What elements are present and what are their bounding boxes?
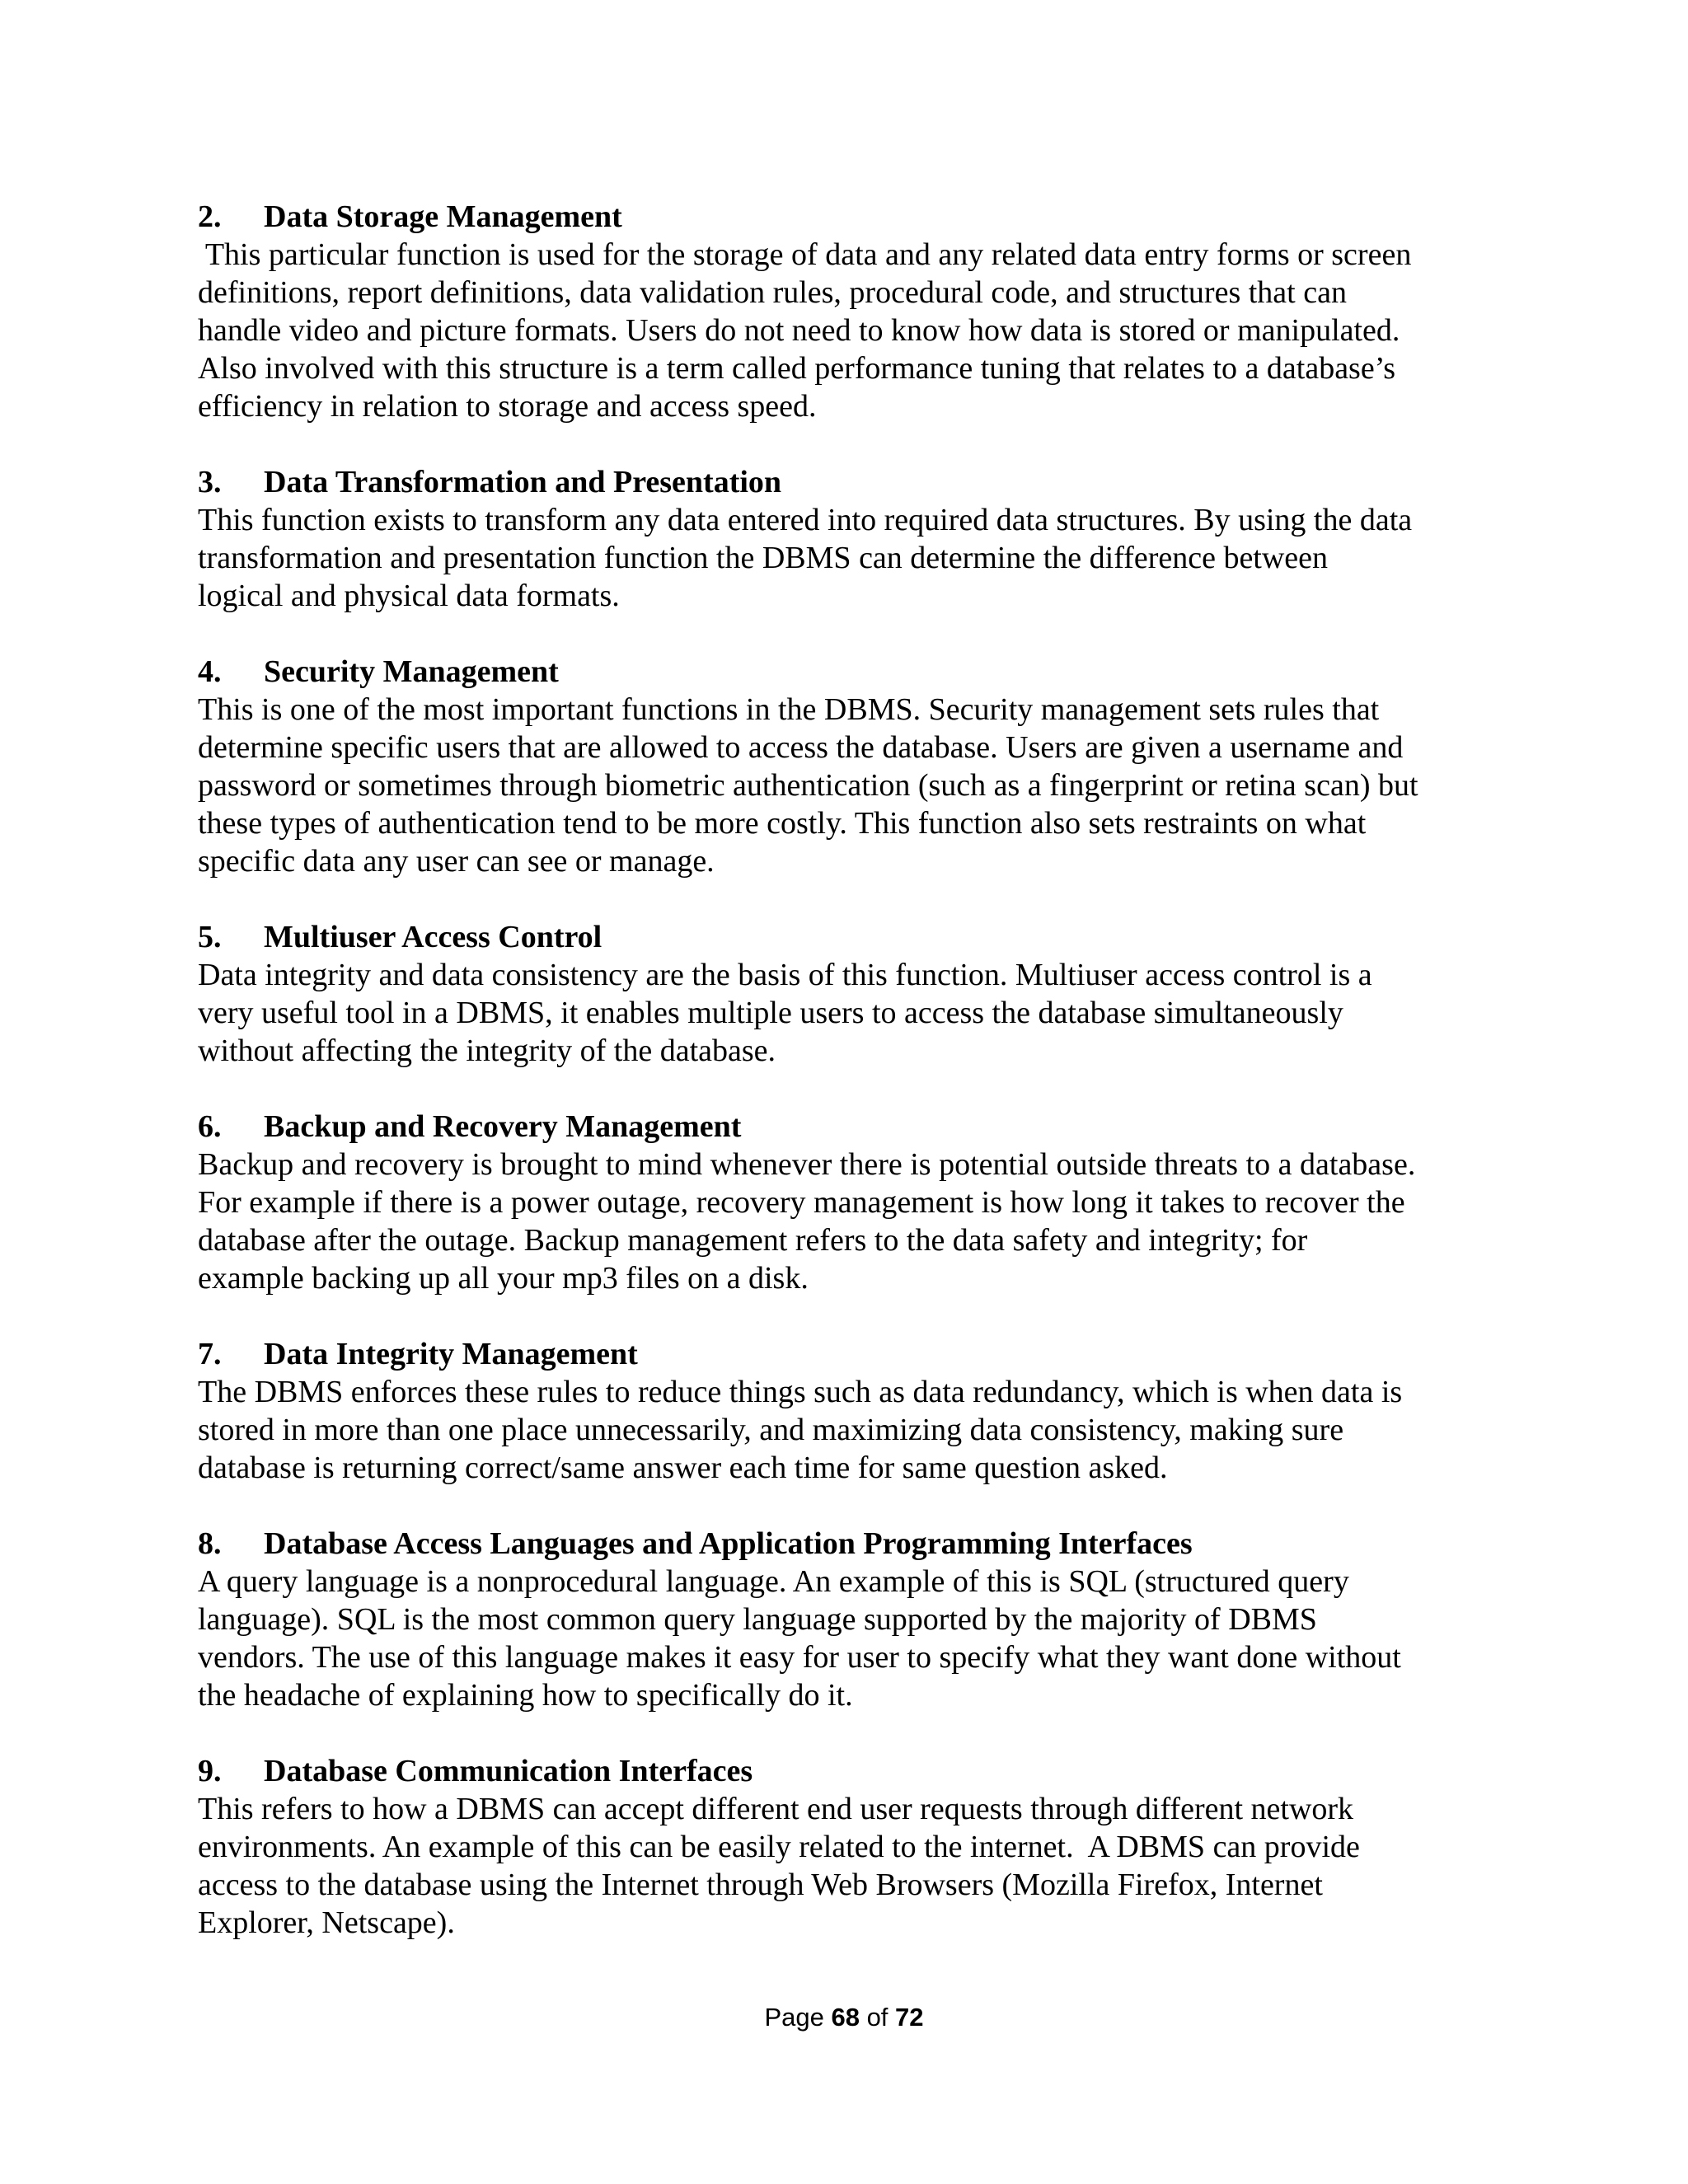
section-number: 3.: [198, 465, 222, 499]
section-paragraph: [198, 1563, 1525, 1714]
section-data-transformation-and-presentation: [198, 463, 1525, 615]
section-title: Multiuser Access Control: [264, 920, 603, 954]
paragraph-line: The DBMS enforces these rules to reduce things such as data redundancy, which is when data is: [198, 1375, 1403, 1409]
section-number: 6.: [198, 1109, 222, 1144]
paragraph-line: Data integrity and data consistency are the basis of this function. Multiuser access control is a: [198, 958, 1372, 992]
paragraph-line: A query language is a nonprocedural language. An example of this is SQL (structured query: [198, 1564, 1349, 1599]
paragraph-line: very useful tool in a DBMS, it enables multiple users to access the database simultaneously: [198, 996, 1343, 1030]
section-title: Database Access Languages and Application Programming Interfaces: [264, 1526, 1193, 1561]
page-separator: of: [859, 2003, 896, 2032]
paragraph-line: password or sometimes through biometric authentication (such as a fingerprint or retina scan) but: [198, 768, 1418, 803]
section-title: Backup and Recovery Management: [264, 1109, 742, 1144]
section-number: 4.: [198, 654, 222, 689]
paragraph-line: database is returning correct/same answer each time for same question asked.: [198, 1451, 1168, 1485]
section-heading: [198, 1525, 1525, 1563]
paragraph-line: example backing up all your mp3 files on a disk.: [198, 1261, 809, 1296]
section-heading: [198, 918, 1525, 956]
section-database-communication-interfaces: [198, 1752, 1525, 1942]
section-backup-and-recovery-management: [198, 1108, 1525, 1297]
paragraph-line: This refers to how a DBMS can accept different end user requests through different network: [198, 1792, 1354, 1826]
paragraph-line: Also involved with this structure is a term called performance tuning that relates to a database’s: [198, 351, 1396, 386]
paragraph-line: Backup and recovery is brought to mind whenever there is potential outside threats to a database.: [198, 1147, 1416, 1182]
paragraph-line: logical and physical data formats.: [198, 579, 620, 613]
paragraph-line: efficiency in relation to storage and access speed.: [198, 389, 817, 424]
section-number: 2.: [198, 199, 222, 234]
section-title: Security Management: [264, 654, 559, 689]
paragraph-line: these types of authentication tend to be more costly. This function also sets restraints on what: [198, 806, 1367, 841]
section-paragraph: [198, 1790, 1525, 1942]
paragraph-line: stored in more than one place unnecessarily, and maximizing data consistency, making sure: [198, 1413, 1344, 1447]
paragraph-line: environments. An example of this can be easily related to the internet. A DBMS can provide: [198, 1830, 1360, 1864]
paragraph-line: without affecting the integrity of the database.: [198, 1033, 776, 1068]
section-heading: [198, 1752, 1525, 1790]
section-multiuser-access-control: [198, 918, 1525, 1070]
section-security-management: [198, 653, 1525, 880]
section-paragraph: [198, 236, 1525, 425]
section-title: Data Storage Management: [264, 199, 622, 234]
section-number: 5.: [198, 920, 222, 954]
section-heading: [198, 653, 1525, 691]
section-paragraph: [198, 1146, 1525, 1297]
section-heading: [198, 198, 1525, 236]
document-body: [198, 198, 1525, 1980]
section-heading: [198, 1108, 1525, 1146]
section-paragraph: [198, 501, 1525, 615]
section-heading: [198, 463, 1525, 501]
section-data-storage-management: [198, 198, 1525, 425]
page-label: Page: [764, 2003, 832, 2032]
section-paragraph: [198, 956, 1525, 1070]
paragraph-line: language). SQL is the most common query language supported by the majority of DBMS: [198, 1602, 1317, 1637]
paragraph-line: determine specific users that are allowed to access the database. Users are given a username and: [198, 730, 1404, 765]
section-title: Data Integrity Management: [264, 1337, 638, 1371]
current-page-number: 68: [831, 2003, 860, 2032]
paragraph-line: This function exists to transform any data entered into required data structures. By using the data: [198, 503, 1413, 537]
section-number: 8.: [198, 1526, 222, 1561]
paragraph-line: handle video and picture formats. Users do not need to know how data is stored or manipulated.: [198, 313, 1400, 348]
section-database-access-languages: [198, 1525, 1525, 1714]
section-title: Database Communication Interfaces: [264, 1754, 753, 1788]
page-footer: [0, 2001, 1688, 2034]
paragraph-line: For example if there is a power outage, recovery management is how long it takes to recover the: [198, 1185, 1405, 1220]
paragraph-line: transformation and presentation function the DBMS can determine the difference between: [198, 541, 1329, 575]
paragraph-line: This particular function is used for the storage of data and any related data entry forms or screen: [198, 237, 1412, 272]
section-title: Data Transformation and Presentation: [264, 465, 782, 499]
section-number: 7.: [198, 1337, 222, 1371]
paragraph-line: the headache of explaining how to specifically do it.: [198, 1678, 853, 1713]
paragraph-line: database after the outage. Backup management refers to the data safety and integrity; for: [198, 1223, 1308, 1258]
paragraph-line: This is one of the most important functions in the DBMS. Security management sets rules that: [198, 692, 1380, 727]
paragraph-line: access to the database using the Internet through Web Browsers (Mozilla Firefox, Internet: [198, 1868, 1323, 1902]
section-paragraph: [198, 691, 1525, 880]
paragraph-line: specific data any user can see or manage.: [198, 844, 715, 879]
paragraph-line: vendors. The use of this language makes it easy for user to specify what they want done without: [198, 1640, 1401, 1675]
section-data-integrity-management: [198, 1335, 1525, 1487]
paragraph-line: Explorer, Netscape).: [198, 1905, 455, 1940]
paragraph-line: definitions, report definitions, data validation rules, procedural code, and structures that can: [198, 275, 1347, 310]
section-number: 9.: [198, 1754, 222, 1788]
total-pages-number: 72: [895, 2003, 924, 2032]
section-heading: [198, 1335, 1525, 1373]
section-paragraph: [198, 1373, 1525, 1487]
